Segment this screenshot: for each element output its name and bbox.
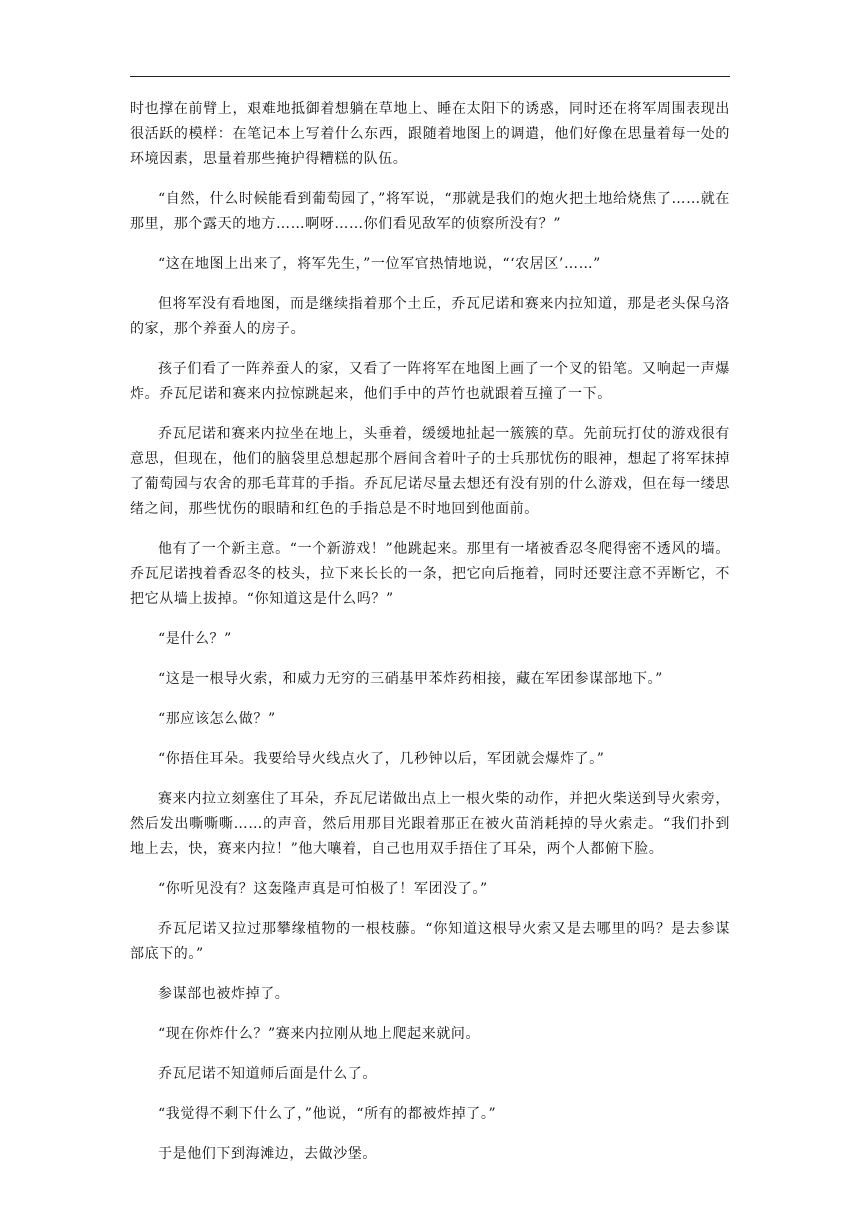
paragraph-2: “自然，什么时候能看到葡萄园了，”将军说，“那就是我们的炮火把土地给烧焦了……就在那里，那个露天的地方……啊呀……你们看见敌军的侦察所没有？” [130,191,730,232]
text-body [130,97,730,1182]
paragraph-5: 孩子们看了一阵养蚕人的家，又看了一阵将军在地图上画了一个叉的铅笔。又响起一声爆炸。乔瓦尼诺和赛来内拉惊跳起来，他们手中的芦竹也就跟着互撞了一下。 [130,361,730,402]
paragraph-14: 乔瓦尼诺又拉过那攀缘植物的一根枝藤。“你知道这根导火索又是去哪里的吗？是去参谋部底下的。” [130,921,730,962]
paragraph-11: “你捂住耳朵。我要给导火线点火了，几秒钟以后，军团就会爆炸了。” [158,751,605,767]
paragraph-17: 乔瓦尼诺不知道师后面是什么了。 [158,1066,377,1082]
paragraph-6: 乔瓦尼诺和赛来内拉坐在地上，头垂着，缓缓地扯起一簇簇的草。先前玩打仗的游戏很有意思，但现在，他们的脑袋里总想起那个唇间含着叶子的士兵那忧伤的眼神，想起了将军抹掉了葡萄园与农舍的那毛茸茸的手指。乔瓦尼诺尽量去想还有没有别的什么游戏，但在每一缕思绪之间，那些忧伤的眼睛和红色的手指总是不时地回到他面前。 [130,426,730,517]
paragraph-16: “现在你炸什么？”赛来内拉刚从地上爬起来就问。 [158,1026,481,1042]
paragraph-3: “这在地图上出来了，将军先生，”一位军官热情地说，“‘农居区’……” [158,256,601,272]
paragraph-4: 但将军没有看地图，而是继续指着那个土丘，乔瓦尼诺和赛来内拉知道，那是老头保乌洛的家，那个养蚕人的房子。 [130,296,730,337]
paragraph-12: 赛来内拉立刻塞住了耳朵，乔瓦尼诺做出点上一根火柴的动作，并把火柴送到导火索旁，然后发出嘶嘶嘶……的声音，然后用那目光跟着那正在被火苗消耗掉的导火索走。“我们扑到地上去，快，赛来内拉！”他大嚷着，自己也用双手捂住了耳朵，两个人都俯下脸。 [130,791,730,857]
paragraph-19: 于是他们下到海滩边，去做沙堡。 [158,1146,377,1162]
paragraph-13: “你听见没有？这轰隆声真是可怕极了！军团没了。” [158,881,488,897]
paragraph-15: 参谋部也被炸掉了。 [158,986,290,1002]
paragraph-10: “那应该怎么做？” [158,711,276,727]
paragraph-18: “我觉得不剩下什么了，”他说，“所有的都被炸掉了。” [158,1106,497,1122]
paragraph-9: “这是一根导火索，和威力无穷的三硝基甲苯炸药相接，藏在军团参谋部地下。” [158,671,663,687]
paragraph-1: 时也撑在前臂上，艰难地抵御着想躺在草地上、睡在太阳下的诱惑，同时还在将军周围表现出很活跃的模样：在笔记本上写着什么东西，跟随着地图上的调遣，他们好像在思量着每一处的环境因素，思量着那些掩护得糟糕的队伍。 [130,101,730,167]
paragraph-8: “是什么？” [158,631,232,647]
paragraph-7: 他有了一个新主意。“一个新游戏！”他跳起来。那里有一堵被香忍冬爬得密不透风的墙。乔瓦尼诺拽着香忍冬的枝头，拉下来长长的一条，把它向后拖着，同时还要注意不弄断它，不把它从墙上拔掉。“你知道这是什么吗？” [130,541,730,607]
header-divider [130,76,730,77]
